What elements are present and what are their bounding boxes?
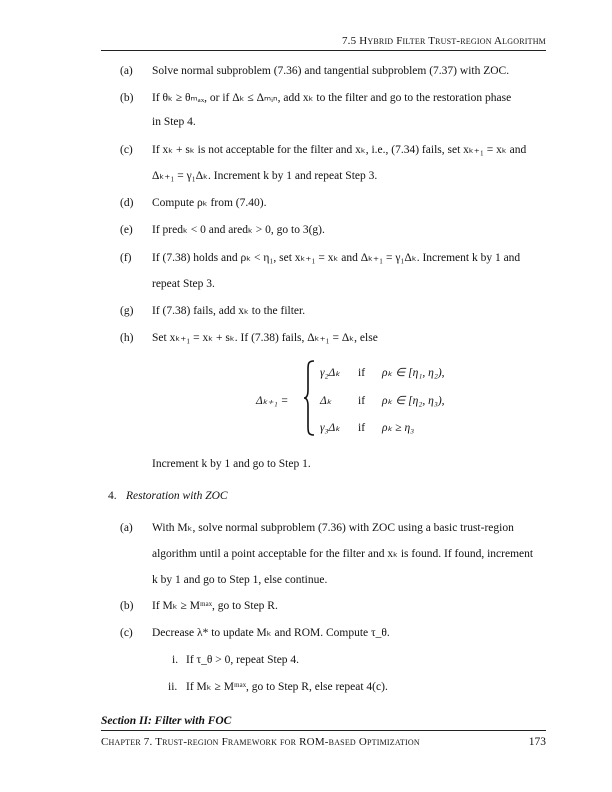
step-4c-ii-text: If Mₖ ≥ Mᵐᵃˣ, go to Step R, else repeat 4(c). [186, 681, 388, 693]
case-condition: ρₖ ∈ [η₁, η₂), [382, 367, 445, 379]
step-3e-text: If predₖ < 0 and aredₖ > 0, go to 3(g). [152, 224, 325, 236]
step-3f-text-cont: repeat Step 3. [152, 278, 215, 290]
step-4b-text: If Mₖ ≥ Mᵐᵃˣ, go to Step R. [152, 600, 278, 612]
step-3h-after: Increment k by 1 and go to Step 1. [152, 458, 311, 470]
chapter-footer: Chapter 7. Trust-region Framework for ROM-based Optimization [101, 736, 420, 748]
step-4a-text-cont2: k by 1 and go to Step 1, else continue. [152, 574, 328, 586]
item-label: (e) [120, 224, 133, 236]
item-label: ii. [168, 681, 178, 693]
section-heading: Section II: Filter with FOC [101, 715, 232, 727]
item-label: (a) [120, 65, 133, 77]
left-brace [303, 360, 315, 436]
step-4c-text: Decrease λ* to update Mₖ and ROM. Compute τ_θ. [152, 627, 390, 639]
item-label: i. [172, 654, 179, 666]
item-label: (d) [120, 197, 134, 209]
footer-rule [101, 730, 546, 731]
item-label: (h) [120, 332, 134, 344]
case-condition: ρₖ ≥ η₃ [382, 422, 415, 434]
step-3c-text-cont: Δₖ₊₁ = γ₁Δₖ. Increment k by 1 and repeat Step 3. [152, 170, 378, 182]
step-4a-text-cont: algorithm until a point acceptable for the filter and xₖ is found. If found, increment [152, 548, 534, 560]
case-condition: ρₖ ∈ [η₂, η₃), [382, 395, 445, 407]
step-4c-i-text: If τ_θ > 0, repeat Step 4. [186, 654, 300, 666]
step-3b-text: If θₖ ≥ θₘₐₓ, or if Δₖ ≤ Δₘᵢₙ, add xₖ to the filter and go to the restoration phase [152, 92, 512, 104]
step-3b-text-cont: in Step 4. [152, 116, 196, 128]
item-label: (a) [120, 522, 133, 534]
step-3g-text: If (7.38) fails, add xₖ to the filter. [152, 305, 306, 317]
running-header: 7.5 Hybrid Filter Trust-region Algorithm [341, 35, 546, 47]
step-3f-text: If (7.38) holds and ρₖ < η₁, set xₖ₊₁ = xₖ and Δₖ₊₁ = γ₁Δₖ. Increment k by 1 and [152, 252, 521, 264]
case-value: γ₃Δₖ [320, 422, 341, 434]
case-value: Δₖ [320, 395, 332, 407]
equation-lhs: Δₖ₊₁ = [256, 395, 289, 407]
item-label: (g) [120, 305, 134, 317]
case-if: if [358, 422, 366, 434]
step-3d-text: Compute ρₖ from (7.40). [152, 197, 267, 209]
step-3a-text: Solve normal subproblem (7.36) and tangential subproblem (7.37) with ZOC. [152, 65, 510, 77]
page-number: 173 [528, 736, 546, 748]
item-label: (c) [120, 144, 133, 156]
item-label: (c) [120, 627, 133, 639]
item-label: (b) [120, 92, 134, 104]
step-4a-text: With Mₖ, solve normal subproblem (7.36) with ZOC using a basic trust-region [152, 522, 514, 534]
item-label: (b) [120, 600, 134, 612]
case-if: if [358, 395, 366, 407]
step-4-label: 4. [108, 490, 117, 502]
step-3h-text: Set xₖ₊₁ = xₖ + sₖ. If (7.38) fails, Δₖ₊₁ = Δₖ, else [152, 332, 378, 344]
case-if: if [358, 367, 366, 379]
header-rule [101, 50, 546, 51]
step-4-title: Restoration with ZOC [126, 490, 228, 502]
case-value: γ₂Δₖ [320, 367, 341, 379]
item-label: (f) [120, 252, 132, 264]
step-3c-text: If xₖ + sₖ is not acceptable for the filter and xₖ, i.e., (7.34) fails, set xₖ₊₁ = xₖ and [152, 144, 527, 156]
